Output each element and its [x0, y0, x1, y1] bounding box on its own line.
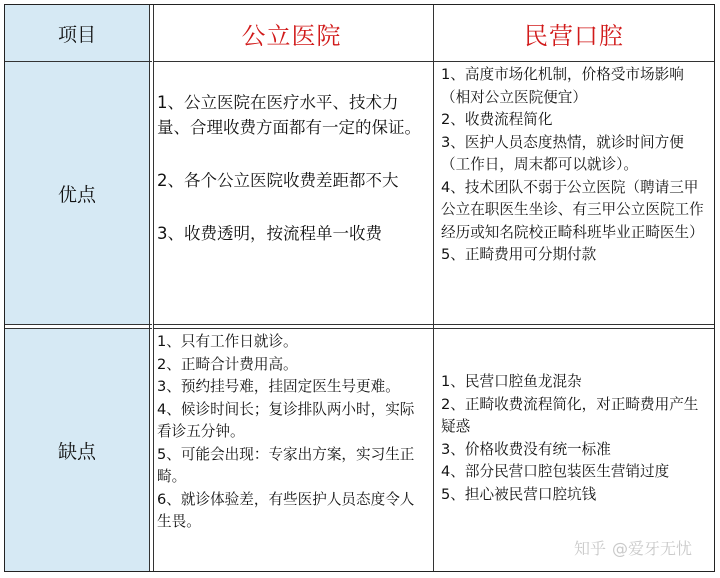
cons-private-point: 4、部分民营口腔包装医生营销过度 [441, 463, 670, 480]
row-divider [5, 324, 714, 325]
header-divider [5, 61, 714, 62]
cons-public-point: 2、正畸合计费用高。 [157, 355, 298, 373]
cons-public-point: 4、候诊时间长；复诊排队两小时，实际看诊五分钟。 [157, 400, 415, 440]
cons-label-cell [5, 329, 149, 571]
watermark-author: @爱牙无忧 [611, 539, 692, 558]
pros-private-point: 1、高度市场化机制，价格受市场影响（相对公立医院便宜） [441, 66, 684, 106]
label-column-divider [149, 5, 150, 571]
header-item-label: 项目 [57, 23, 96, 46]
pros-public-point: 2、各个公立医院收费差距都不大 [157, 171, 399, 190]
pros-private-cell [434, 62, 714, 325]
pros-private-point: 2、收费流程简化 [441, 111, 553, 128]
pros-private-point: 3、医护人员态度热情，就诊时间方便（工作日，周末都可以就诊）。 [441, 133, 684, 173]
private-dental-title: 民营口腔 [524, 21, 624, 50]
public-hospital-title: 公立医院 [241, 21, 342, 50]
cons-public-point: 6、就诊体验差，有些医护人员态度令人生畏。 [157, 490, 415, 530]
header-public-cell [150, 5, 433, 61]
pros-public-cell [150, 62, 433, 325]
cons-public-point: 1、只有工作日就诊。 [157, 333, 298, 350]
watermark-site: 知乎 [573, 539, 606, 558]
cons-public-cell [150, 329, 433, 571]
cons-label: 缺点 [57, 440, 96, 463]
cons-public-point: 3、预约挂号难，挂固定医生号更难。 [157, 378, 400, 395]
cons-public-point: 5、可能会出现：专家出方案，实习生正畸。 [157, 445, 415, 485]
pros-label-cell [5, 62, 149, 325]
cons-private-point: 5、担心被民营口腔坑钱 [441, 485, 597, 503]
pros-label: 优点 [57, 184, 96, 206]
pros-private-point: 5、正畸费用可分期付款 [441, 246, 597, 263]
header-private-cell [434, 5, 714, 61]
comparison-table [4, 4, 715, 572]
cons-private-point: 1、民营口腔鱼龙混杂 [441, 373, 582, 390]
pros-public-point: 3、收费透明，按流程单一收费 [157, 224, 382, 243]
pros-public-point: 1、公立医院在医疗水平、技术力量、合理收费方面都有一定的保证。 [157, 93, 421, 137]
cons-private-point: 3、价格收费没有统一标准 [441, 440, 611, 458]
cons-private-cell [434, 329, 714, 571]
middle-column-divider [433, 5, 434, 571]
pros-private-point: 4、技术团队不弱于公立医院（聘请三甲公立在职医生坐诊、有三甲公立医院工作经历或知名院校正畸科班毕业正畸医生） [441, 178, 704, 241]
header-item-cell [5, 5, 149, 61]
cons-private-point: 2、正畸收费流程简化，对正畸费用产生疑惑 [441, 395, 699, 435]
